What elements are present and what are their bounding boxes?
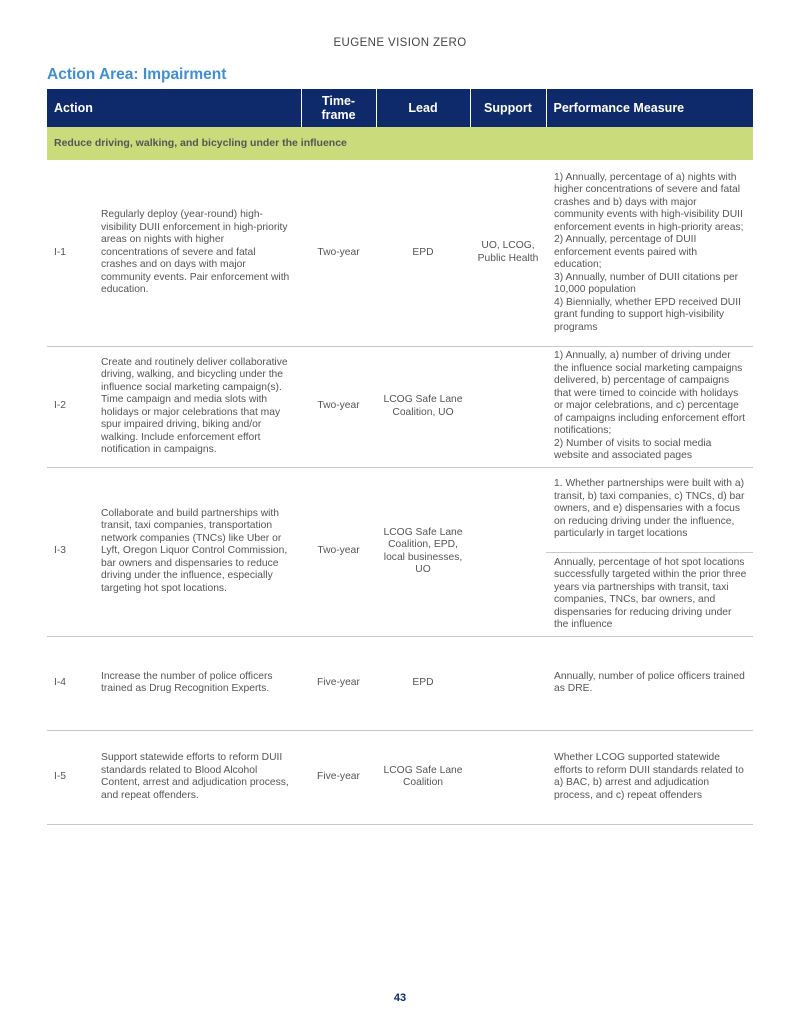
- action-id: I-4: [47, 636, 101, 730]
- lead: EPD: [376, 160, 470, 346]
- table-row: [47, 636, 753, 730]
- column-header-timeframe: [301, 89, 376, 127]
- column-header-performance-measure: Performance Measure: [546, 89, 753, 127]
- subheading: Reduce driving, walking, and bicycling under the influence: [47, 127, 753, 160]
- action-id: I-1: [47, 160, 101, 346]
- column-header-lead: Lead: [376, 89, 470, 127]
- action-description: Create and routinely deliver collaborative driving, walking, and bicycling under the influence social marketing campaign(s). Time campaign and media slots with holidays or major celebrations that may spur impaired driving, biking and/or walking. Include enforcement effort notification in campaigns.: [101, 346, 301, 467]
- timeframe: Two-year: [301, 160, 376, 346]
- performance-measure: 1. Whether partnerships were built with a) transit, b) taxi companies, c) TNCs, d) bar owners, and e) dispensaries with a focus on reducing driving under the influence, particularly in target locations: [546, 467, 753, 552]
- performance-measure: 1) Annually, percentage of a) nights with higher concentrations of severe and fatal crashes and b) days with major community events with high-visibility DUII enforcement events in high-priority areas; 2) Annually, percentage of DUII enforcement events paired with education; 3) Annually, number of DUII citations per 10,000 population 4) Biennially, whether EPD received DUII grant funding to support high-visibility programs: [546, 160, 753, 346]
- document-header: EUGENE VISION ZERO: [333, 37, 467, 49]
- support: UO, LCOG, Public Health: [470, 160, 546, 346]
- table-row: [47, 467, 753, 552]
- action-id: I-5: [47, 730, 101, 824]
- performance-measure: Whether LCOG supported statewide efforts to reform DUII standards related to a) BAC, b) arrest and adjudication process, and c) repeat offenders: [546, 730, 753, 824]
- action-description: Collaborate and build partnerships with transit, taxi companies, transportation network companies (TNCs) like Uber or Lyft, Oregon Liquor Control Commission, bar owners and dispensaries to reduce driving under the influence, especially targeting hot spot locations.: [101, 467, 301, 636]
- lead: EPD: [376, 636, 470, 730]
- table-row: [47, 160, 753, 346]
- subheading-row: [47, 127, 753, 160]
- performance-measure: Annually, number of police officers trained as DRE.: [546, 636, 753, 730]
- performance-measure: 1) Annually, a) number of driving under the influence social marketing campaigns delivered, b) percentage of campaigns that were timed to coincide with holidays or major celebrations, and c) percentage of campaigns including enforcement effort notifications; 2) Number of visits to social media website and associated pages: [546, 346, 753, 467]
- action-description: Increase the number of police officers trained as Drug Recognition Experts.: [101, 636, 301, 730]
- lead: LCOG Safe Lane Coalition: [376, 730, 470, 824]
- timeframe: Two-year: [301, 346, 376, 467]
- column-header-support: Support: [470, 89, 546, 127]
- lead: LCOG Safe Lane Coalition, UO: [376, 346, 470, 467]
- timeframe: Five-year: [301, 636, 376, 730]
- action-id: I-3: [47, 467, 101, 636]
- support: [470, 467, 546, 636]
- action-description: Regularly deploy (year-round) high-visibility DUII enforcement in high-priority areas on nights with higher concentrations of severe and fatal crashes and on days with major community events. Pair enforcement with education.: [101, 160, 301, 346]
- column-header-action: Action: [47, 89, 301, 127]
- performance-measure: Annually, percentage of hot spot locations successfully targeted within the prior three years via partnerships with transit, taxi companies, TNCs, bar owners, and dispensaries for reducing driving under the influence: [546, 552, 753, 636]
- lead: LCOG Safe Lane Coalition, EPD, local businesses, UO: [376, 467, 470, 636]
- timeframe: Five-year: [301, 730, 376, 824]
- support: [470, 346, 546, 467]
- table-row: [47, 346, 753, 467]
- action-description: Support statewide efforts to reform DUII standards related to Blood Alcohol Content, arrest and adjudication process, and repeat offenders.: [101, 730, 301, 824]
- support: [470, 730, 546, 824]
- action-id: I-2: [47, 346, 101, 467]
- column-header-timeframe-text: Time- frame: [321, 94, 356, 122]
- actions-table: [47, 89, 753, 825]
- table-row: [47, 730, 753, 824]
- section-title: Action Area: Impairment: [47, 66, 227, 83]
- timeframe: Two-year: [301, 467, 376, 636]
- support: [470, 636, 546, 730]
- page-number: 43: [393, 992, 407, 1004]
- table-header-row: [47, 89, 753, 127]
